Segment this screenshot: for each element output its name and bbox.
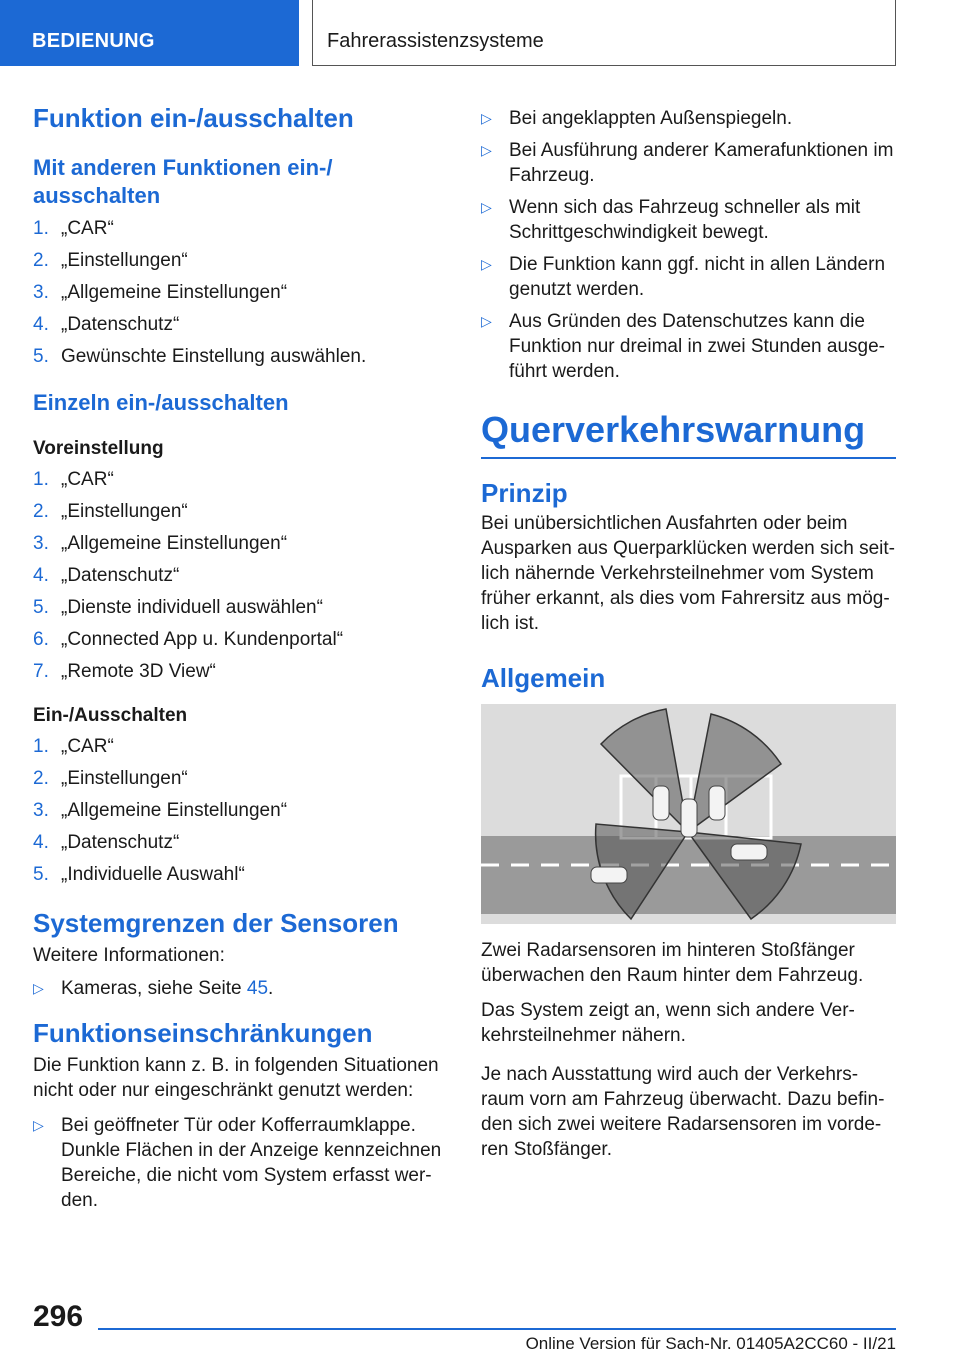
list-item: 7. „Remote 3D View“ [33, 661, 216, 682]
list-item: 1. „CAR“ [33, 736, 114, 757]
heading-einaus: Ein-/Ausschalten [33, 705, 188, 726]
footer-text: Online Version für Sach-Nr. 01405A2CC60 - II/21 [525, 1334, 896, 1353]
heading-querverkehr: Querverkehrswarnung [481, 391, 896, 459]
text-prinzip: Bei unübersichtlichen Ausfahrten oder beim Ausparken aus Querparklücken werden sich seit-lich nähernde Verkehrsteilnehmer vom System früher erkannt, als dies vom Fahrersitz aus mög-lich ist. [481, 513, 895, 634]
text-allgemein-3: Je nach Ausstattung wird auch der Verkehrs-raum vorn am Fahrzeug überwacht. Dazu befin-den sich zwei weitere Radarsensoren im vorde-ren Stoßfänger. [481, 1064, 885, 1160]
heading-mit-anderen: Mit anderen Funktionen ein-/ ausschalten [33, 155, 333, 208]
triangle-bullet-icon: ▷ [481, 142, 492, 158]
list-item: 4. „Datenschutz“ [33, 565, 180, 586]
list-item: ▷ Bei geöffneter Tür oder Kofferraumklappe. Dunkle Flächen in der Anzeige kennzeichnen Bereiche, die nicht vom System erfasst wer-den. [33, 1115, 442, 1211]
text-einschraenkungen: Die Funktion kann z. B. in folgenden Situationen nicht oder nur eingeschränkt genutzt werden: [33, 1055, 439, 1101]
text-allgemein-2: Das System zeigt an, wenn sich andere Ver-kehrsteilnehmer nähern. [481, 1000, 855, 1046]
triangle-bullet-icon: ▷ [481, 313, 492, 329]
list-item: 5. Gewünschte Einstellung auswählen. [33, 346, 367, 367]
triangle-bullet-icon: ▷ [33, 980, 44, 996]
list-item: 2. „Einstellungen“ [33, 501, 188, 522]
triangle-bullet-icon: ▷ [33, 1117, 44, 1133]
kameras-list [33, 976, 443, 1001]
list-item: ▷ Aus Gründen des Datenschutzes kann die Funktion nur dreimal in zwei Stunden ausge-führt werden. [481, 311, 885, 382]
list-item: 5. „Individuelle Auswahl“ [33, 864, 245, 885]
list-item: 5. „Dienste individuell auswählen“ [33, 597, 323, 618]
chapter-label: Fahrerassistenzsysteme [327, 30, 544, 52]
text-weitere: Weitere Informationen: [33, 945, 225, 966]
triangle-bullet-icon: ▷ [481, 199, 492, 215]
list-item: 2. „Einstellungen“ [33, 768, 188, 789]
page-number: 296 [33, 1300, 84, 1333]
page-link-45[interactable]: 45 [246, 978, 269, 999]
list-item: 6. „Connected App u. Kundenportal“ [33, 629, 344, 650]
list-item: ▷ Kameras, siehe Seite 45. [33, 978, 274, 999]
footer-rule [98, 1328, 896, 1330]
radar-diagram-svg [481, 704, 896, 924]
chapter-header [312, 0, 896, 66]
radar-illustration [481, 704, 896, 924]
heading-voreinstellung: Voreinstellung [33, 438, 164, 459]
heading-prinzip: Prinzip [481, 478, 568, 508]
right-column [481, 98, 896, 1162]
section-tab [0, 0, 299, 66]
steps-list-b [33, 467, 443, 684]
list-item: ▷ Die Funktion kann ggf. nicht in allen Ländern genutzt werden. [481, 254, 886, 300]
einschraenkungen-list-cont [481, 106, 896, 384]
list-item: ▷ Bei angeklappten Außenspiegeln. [481, 108, 793, 129]
text-allgemein-1: Zwei Radarsensoren im hinteren Stoßfänger überwachen den Raum hinter dem Fahrzeug. [481, 940, 864, 986]
list-item: 1. „CAR“ [33, 218, 114, 239]
heading-funktion: Funktion ein-/ausschalten [33, 103, 354, 133]
list-item: 4. „Datenschutz“ [33, 832, 180, 853]
triangle-bullet-icon: ▷ [481, 256, 492, 272]
list-item: 2. „Einstellungen“ [33, 250, 188, 271]
heading-einzeln: Einzeln ein-/ausschalten [33, 390, 289, 415]
heading-allgemein: Allgemein [481, 663, 606, 693]
list-item: 3. „Allgemeine Einstellungen“ [33, 533, 288, 554]
heading-einschraenkungen: Funktionseinschränkungen [33, 1018, 373, 1048]
list-item: 1. „CAR“ [33, 469, 114, 490]
list-item: 3. „Allgemeine Einstellungen“ [33, 800, 288, 821]
steps-list-a [33, 216, 443, 369]
list-item: 3. „Allgemeine Einstellungen“ [33, 282, 288, 303]
list-item: ▷ Wenn sich das Fahrzeug schneller als mit Schrittgeschwindigkeit bewegt. [481, 197, 861, 243]
steps-list-c [33, 734, 443, 887]
section-label: BEDIENUNG [32, 30, 155, 52]
left-column [33, 98, 443, 1220]
list-item: 4. „Datenschutz“ [33, 314, 180, 335]
heading-systemgrenzen: Systemgrenzen der Sensoren [33, 908, 399, 938]
triangle-bullet-icon: ▷ [481, 110, 492, 126]
einschraenkungen-list [33, 1113, 443, 1213]
list-item: ▷ Bei Ausführung anderer Kamerafunktionen im Fahrzeug. [481, 140, 894, 186]
